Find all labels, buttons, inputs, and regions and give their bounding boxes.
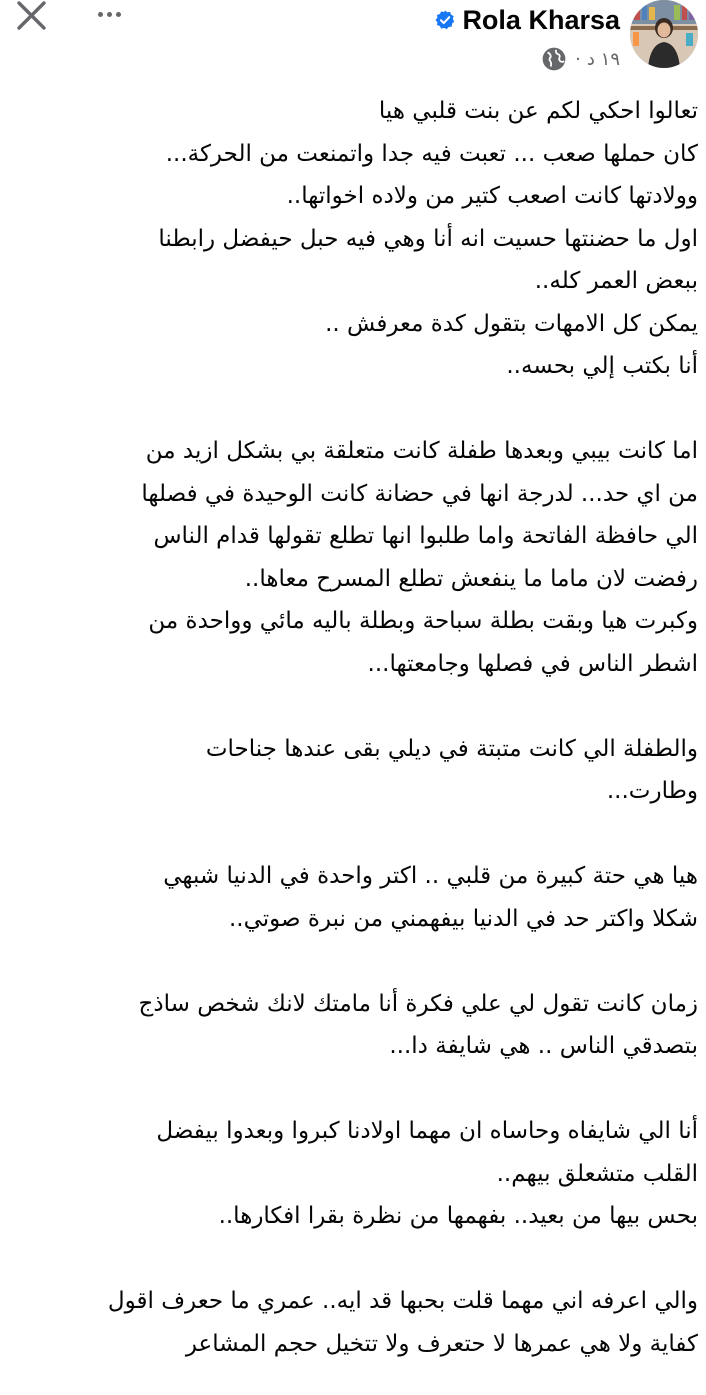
post-line: وطارت... [606,778,698,804]
post-line: وولادتها كانت اصعب كتير من ولاده اخواتها.. [286,183,698,209]
more-options-dot [116,12,121,17]
post-line: رفضت لان ماما ما ينفعش تطلع المسرح معاها.. [244,565,698,592]
meta-separator: · [575,48,581,70]
post-line: اشطر الناس في فصلها وجامعتها... [367,650,698,677]
avatar-image [630,0,698,68]
more-options-dot [107,12,112,17]
author-avatar[interactable] [630,0,698,68]
author-name[interactable]: Rola Kharsa [462,4,620,35]
post-line: شكلا واكتر حد في الدنيا بيفهمني من نبرة صوتي.. [228,905,698,932]
more-options-icon [98,12,103,17]
post-line: زمان كانت تقول لي علي فكرة أنا مامتك لانك شخص ساذج [138,990,698,1017]
post-line: الي حافظة الفاتحة واما طلبوا انها تطلع تقولها قدام الناس [153,523,698,549]
paragraph-gap [38,388,698,431]
paragraph-gap [38,685,698,728]
post-meta [541,44,620,74]
post-line: والطفلة الي كانت متبتة في ديلي بقى عندها جناحات [205,735,698,762]
post-line: ببعض العمر كله.. [534,268,698,294]
post-line: بتصدقي الناس .. هي شايفة دا... [389,1033,698,1059]
close-button[interactable] [14,0,54,34]
paragraph-gap [38,1238,698,1281]
post-line: أنا الي شايفاه وحاساه ان مهما اولادنا كبروا وبعدوا بيفضل [156,1118,698,1144]
paragraph-gap [38,1068,698,1111]
paragraph-gap [38,940,698,983]
post-time[interactable]: ١٩ د [586,48,620,70]
post-line: تعالوا احكي لكم عن بنت قلبي هيا [378,98,698,124]
more-options-button[interactable] [96,2,136,26]
post-line: اما كانت بيبي وبعدها طفلة كانت متعلقة بي بشكل ازيد من [145,438,698,464]
author-line [434,2,620,38]
post-line: هيا هي حتة كبيرة من قلبي .. اكتر واحدة في الدنيا شبهي [163,863,698,889]
post-line: كان حملها صعب ... تعبت فيه جدا واتمنعت من الحركة... [165,140,698,167]
post-line: يمكن كل الامهات بتقول كدة معرفش .. [325,310,698,337]
paragraph-gap [38,813,698,856]
post-line: كفاية ولا هي عمرها لا حتعرف ولا تتخيل حجم المشاعر [185,1330,698,1357]
post-line: والي اعرفه اني مهما قلت بحبها قد ايه.. عمري ما حعرف اقول [107,1288,698,1314]
post-line: اول ما حضنتها حسيت انه أنا وهي فيه حبل حيفضل رابطنا [158,225,698,252]
post-line: وكبرت هيا وبقت بطلة سباحة وبطلة باليه مائي وواحدة من [148,608,698,634]
globe-icon[interactable] [541,46,567,72]
post-text [38,90,698,1365]
post-line: أنا بكتب إلي بحسه.. [506,353,698,379]
close-icon [14,0,48,34]
post-line: القلب متشعلق بيهم.. [496,1160,698,1187]
post-line: من اي حد... لدرجة انها في حضانة كانت الوحيدة في فصلها [141,480,698,507]
verified-badge-icon [434,9,456,31]
post-header [0,0,706,80]
post-line: بحس بيها من بعيد.. بفهمها من نظرة بقرا افكارها.. [218,1203,698,1229]
